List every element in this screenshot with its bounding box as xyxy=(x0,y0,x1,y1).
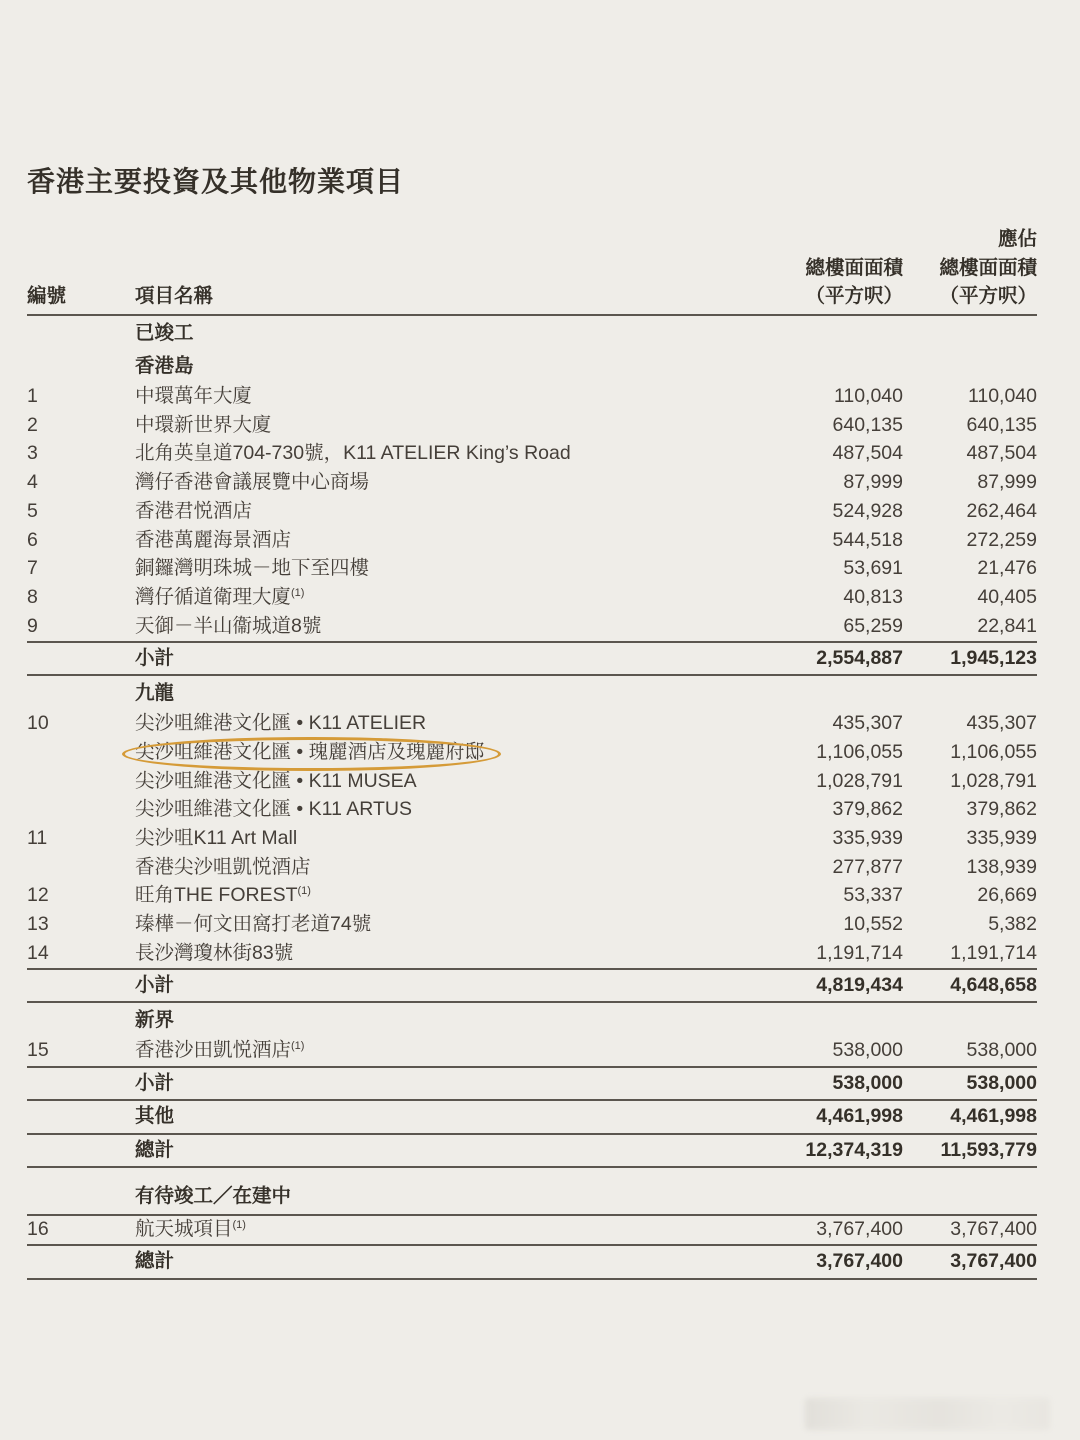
cell-attributable-gfa: 640,135 xyxy=(966,413,1037,436)
cell-attributable-gfa: 272,259 xyxy=(966,528,1037,551)
project-name-text: 航天城項目$^{(1)}$ xyxy=(135,1218,246,1241)
cell-attributable-gfa: 487,504 xyxy=(966,442,1037,465)
cell-id: 4 xyxy=(27,471,38,494)
cell-gfa: 640,135 xyxy=(832,413,903,436)
table-row xyxy=(27,710,1037,739)
cell-project-name xyxy=(135,357,733,377)
cell-project-name xyxy=(135,1011,733,1031)
footnote-marker: (1) xyxy=(297,885,311,898)
column-header-gfa-spacer xyxy=(733,230,903,250)
footnote-marker: (1) xyxy=(291,586,305,599)
project-name-text: 灣仔香港會議展覽中心商場 xyxy=(135,471,370,494)
project-name-text: 銅鑼灣明珠城－地下至四樓 xyxy=(135,557,370,580)
cell-gfa: 4,461,998 xyxy=(816,1105,903,1128)
cell-gfa: 53,691 xyxy=(843,557,903,580)
project-name-text: 天御－半山衞城道8號 xyxy=(135,614,322,637)
cell-attributable-gfa: 138,939 xyxy=(966,855,1037,878)
table-row xyxy=(27,939,1037,968)
page-title: 香港主要投資及其他物業項目 xyxy=(27,166,405,197)
project-name-text: 香港尖沙咀凱悦酒店 xyxy=(135,855,311,878)
cell-gfa: 538,000 xyxy=(832,1039,903,1062)
cell-attributable-gfa: 40,405 xyxy=(977,585,1037,608)
cell-project-name xyxy=(135,740,733,763)
cell-gfa: 110,040 xyxy=(833,385,903,408)
cell-id: 5 xyxy=(27,499,38,522)
cell-attributable-gfa: 21,476 xyxy=(977,557,1037,580)
cell-id: 14 xyxy=(27,941,49,964)
cell-gfa: 524,928 xyxy=(832,499,903,522)
table-row xyxy=(27,1216,1037,1245)
table-row xyxy=(27,853,1037,882)
table-row xyxy=(27,796,1037,825)
project-name-text: 已竣工 xyxy=(135,321,194,344)
cell-gfa: 40,813 xyxy=(843,585,903,608)
table-row xyxy=(27,383,1037,412)
subtotal-row xyxy=(27,641,1037,677)
column-header-attr-line0: 應佔 xyxy=(997,228,1037,250)
cell-id: 7 xyxy=(27,557,38,580)
project-name-text: 小計 xyxy=(135,646,175,669)
table-row xyxy=(27,497,1037,526)
cell-attributable-gfa: 335,939 xyxy=(966,827,1037,850)
project-name-text: 尖沙咀維港文化匯 • K11 ARTUS xyxy=(135,798,412,821)
cell-project-name xyxy=(135,769,733,792)
project-name-text: 有待竣工／在建中 xyxy=(135,1185,292,1208)
cell-project-name xyxy=(135,528,733,551)
project-name-text: 香港沙田凱悦酒店$^{(1)}$ xyxy=(135,1039,305,1062)
cell-attributable-gfa: 262,464 xyxy=(966,499,1037,522)
cell-id: 1 xyxy=(27,385,38,408)
project-name-text: 香港萬麗海景酒店 xyxy=(135,528,292,551)
column-header-attr-line1: 總樓面面積 xyxy=(939,256,1037,279)
cell-gfa: 12,374,319 xyxy=(805,1138,903,1161)
cell-gfa: 335,939 xyxy=(832,827,903,850)
cell-gfa: 65,259 xyxy=(843,614,903,637)
cell-project-name xyxy=(135,1220,733,1240)
cell-gfa: 1,191,714 xyxy=(816,941,903,964)
cell-id: 10 xyxy=(27,712,49,735)
project-name-text: 香港君悦酒店 xyxy=(135,499,253,522)
column-header-gfa xyxy=(733,230,903,307)
cell-id: 12 xyxy=(27,884,49,907)
group-row xyxy=(27,316,1037,350)
cell-attributable-gfa: 4,461,998 xyxy=(950,1105,1037,1128)
group-row xyxy=(27,676,1037,710)
cell-project-name xyxy=(135,855,733,878)
project-name-text: 旺角THE FOREST$^{(1)}$ xyxy=(135,884,311,907)
group-row xyxy=(27,1003,1037,1037)
group-row xyxy=(27,349,1037,383)
cell-attributable-gfa: 110,040 xyxy=(967,385,1037,408)
project-name-text: 尖沙咀K11 Art Mall xyxy=(135,827,298,850)
cell-project-name xyxy=(135,886,733,906)
cell-project-name xyxy=(135,714,733,734)
cell-project-name xyxy=(135,941,733,964)
cell-gfa: 3,767,400 xyxy=(816,1250,903,1273)
cell-id: 8 xyxy=(27,585,38,608)
cell-attributable-gfa: 538,000 xyxy=(966,1039,1037,1062)
cell-attributable-gfa: 435,307 xyxy=(966,712,1037,735)
project-name-text: 灣仔循道衛理大廈$^{(1)}$ xyxy=(135,585,305,608)
cell-gfa: 487,504 xyxy=(832,442,903,465)
cell-project-name xyxy=(135,800,733,820)
table-row xyxy=(27,526,1037,555)
table-row xyxy=(27,612,1037,641)
total-row xyxy=(27,1244,1037,1280)
cell-project-name xyxy=(135,973,733,996)
footnote-marker: (1) xyxy=(232,1219,246,1232)
cell-project-name xyxy=(135,413,733,436)
watermark xyxy=(805,1398,1050,1430)
cell-project-name xyxy=(135,684,733,704)
table-header xyxy=(27,230,1037,316)
table-row xyxy=(27,1037,1037,1066)
cell-project-name xyxy=(135,444,733,464)
cell-project-name xyxy=(135,829,733,849)
table-row xyxy=(27,911,1037,940)
project-name-text: 小計 xyxy=(135,973,175,996)
table-row xyxy=(27,738,1037,767)
project-name-text: 尖沙咀維港文化匯 • K11 MUSEA xyxy=(135,769,417,792)
cell-attributable-gfa: 4,648,658 xyxy=(950,973,1037,996)
table-row xyxy=(27,555,1037,584)
cell-attributable-gfa: 87,999 xyxy=(977,471,1037,494)
project-name-text: 長沙灣瓊林街83號 xyxy=(135,941,294,964)
cell-attributable-gfa: 1,028,791 xyxy=(950,769,1037,792)
cell-gfa: 4,819,434 xyxy=(816,973,903,996)
table-row xyxy=(27,411,1037,440)
project-name-text: 香港島 xyxy=(135,355,194,377)
cell-project-name xyxy=(135,614,733,637)
cell-id: 3 xyxy=(27,442,38,465)
cell-project-name xyxy=(135,499,733,522)
project-name-text: 九龍 xyxy=(135,682,175,705)
cell-project-name xyxy=(135,321,733,344)
project-name-text: 瑧樺－何文田窩打老道74號 xyxy=(135,913,372,936)
column-header-name: 項目名稱 xyxy=(135,285,214,307)
cell-attributable-gfa: 379,862 xyxy=(966,798,1037,821)
project-name-text: 尖沙咀維港文化匯 • K11 ATELIER xyxy=(135,712,427,735)
column-header-id: 編號 xyxy=(27,285,67,307)
cell-attributable-gfa: 3,767,400 xyxy=(950,1218,1037,1241)
table-body xyxy=(27,316,1037,1280)
cell-attributable-gfa: 1,945,123 xyxy=(950,646,1037,669)
cell-attributable-gfa: 1,191,714 xyxy=(950,941,1037,964)
project-name-text: 新界 xyxy=(135,1009,175,1032)
cell-project-name xyxy=(135,387,733,407)
cell-attributable-gfa: 11,593,779 xyxy=(940,1138,1037,1161)
project-name-text: 其他 xyxy=(135,1105,175,1128)
project-name-text: 北角英皇道704-730號，K11 ATELIER King’s Road xyxy=(135,442,571,465)
footnote-marker: (1) xyxy=(291,1040,305,1053)
cell-gfa: 53,337 xyxy=(843,884,903,907)
cell-attributable-gfa: 5,382 xyxy=(988,913,1037,936)
table-row xyxy=(27,583,1037,612)
project-name-text: 總計 xyxy=(135,1138,175,1161)
table-row xyxy=(27,767,1037,796)
cell-project-name xyxy=(135,1252,733,1272)
cell-attributable-gfa: 1,106,055 xyxy=(950,740,1037,763)
cell-project-name xyxy=(135,473,733,493)
cell-id: 13 xyxy=(27,913,49,936)
pending-header-row xyxy=(27,1178,1037,1216)
project-name-text: 尖沙咀維港文化匯 • 瑰麗酒店及瑰麗府邸 xyxy=(135,743,484,763)
subtotal-row xyxy=(27,968,1037,1004)
cell-project-name xyxy=(135,559,733,579)
cell-gfa: 87,999 xyxy=(843,471,903,494)
cell-attributable-gfa: 538,000 xyxy=(966,1071,1037,1094)
cell-gfa: 10,552 xyxy=(843,913,903,936)
cell-gfa: 277,877 xyxy=(832,855,903,878)
total-row xyxy=(27,1135,1037,1169)
column-header-gfa-line1: 總樓面面積 xyxy=(805,256,903,279)
column-header-gfa-line2: （平方呎） xyxy=(805,285,903,307)
cell-id: 2 xyxy=(27,413,38,436)
table-row xyxy=(27,469,1037,498)
cell-project-name xyxy=(135,1187,733,1207)
cell-project-name xyxy=(135,915,733,935)
cell-gfa: 544,518 xyxy=(832,528,903,551)
column-header-attr-line2: （平方呎） xyxy=(939,285,1037,307)
project-name-text: 小計 xyxy=(135,1071,175,1094)
table-row xyxy=(27,824,1037,853)
cell-gfa: 1,028,791 xyxy=(816,769,903,792)
cell-project-name xyxy=(135,1138,733,1161)
subtotal-row xyxy=(27,1101,1037,1135)
cell-project-name xyxy=(135,1041,733,1061)
cell-id: 11 xyxy=(27,827,48,850)
cell-id: 9 xyxy=(27,614,38,637)
subtotal-row xyxy=(27,1066,1037,1102)
table-row xyxy=(27,440,1037,469)
cell-gfa: 379,862 xyxy=(832,798,903,821)
cell-gfa: 2,554,887 xyxy=(816,646,903,669)
cell-gfa: 538,000 xyxy=(832,1071,903,1094)
project-name-text: 中環新世界大廈 xyxy=(135,413,272,436)
cell-project-name xyxy=(135,585,733,608)
project-name-text: 中環萬年大廈 xyxy=(135,385,253,408)
cell-attributable-gfa: 3,767,400 xyxy=(950,1250,1037,1273)
cell-id: 16 xyxy=(27,1218,49,1241)
cell-attributable-gfa: 22,841 xyxy=(977,614,1037,637)
column-header-attributable-gfa xyxy=(903,230,1037,307)
cell-id: 15 xyxy=(27,1039,49,1062)
cell-gfa: 1,106,055 xyxy=(816,740,903,763)
cell-attributable-gfa: 26,669 xyxy=(977,884,1037,907)
cell-project-name xyxy=(135,1071,733,1094)
cell-gfa: 3,767,400 xyxy=(816,1218,903,1241)
cell-project-name xyxy=(135,646,733,669)
cell-project-name xyxy=(135,1107,733,1127)
cell-id: 6 xyxy=(27,528,38,551)
table-row xyxy=(27,882,1037,911)
cell-gfa: 435,307 xyxy=(832,712,903,735)
project-name-text: 總計 xyxy=(135,1250,175,1273)
